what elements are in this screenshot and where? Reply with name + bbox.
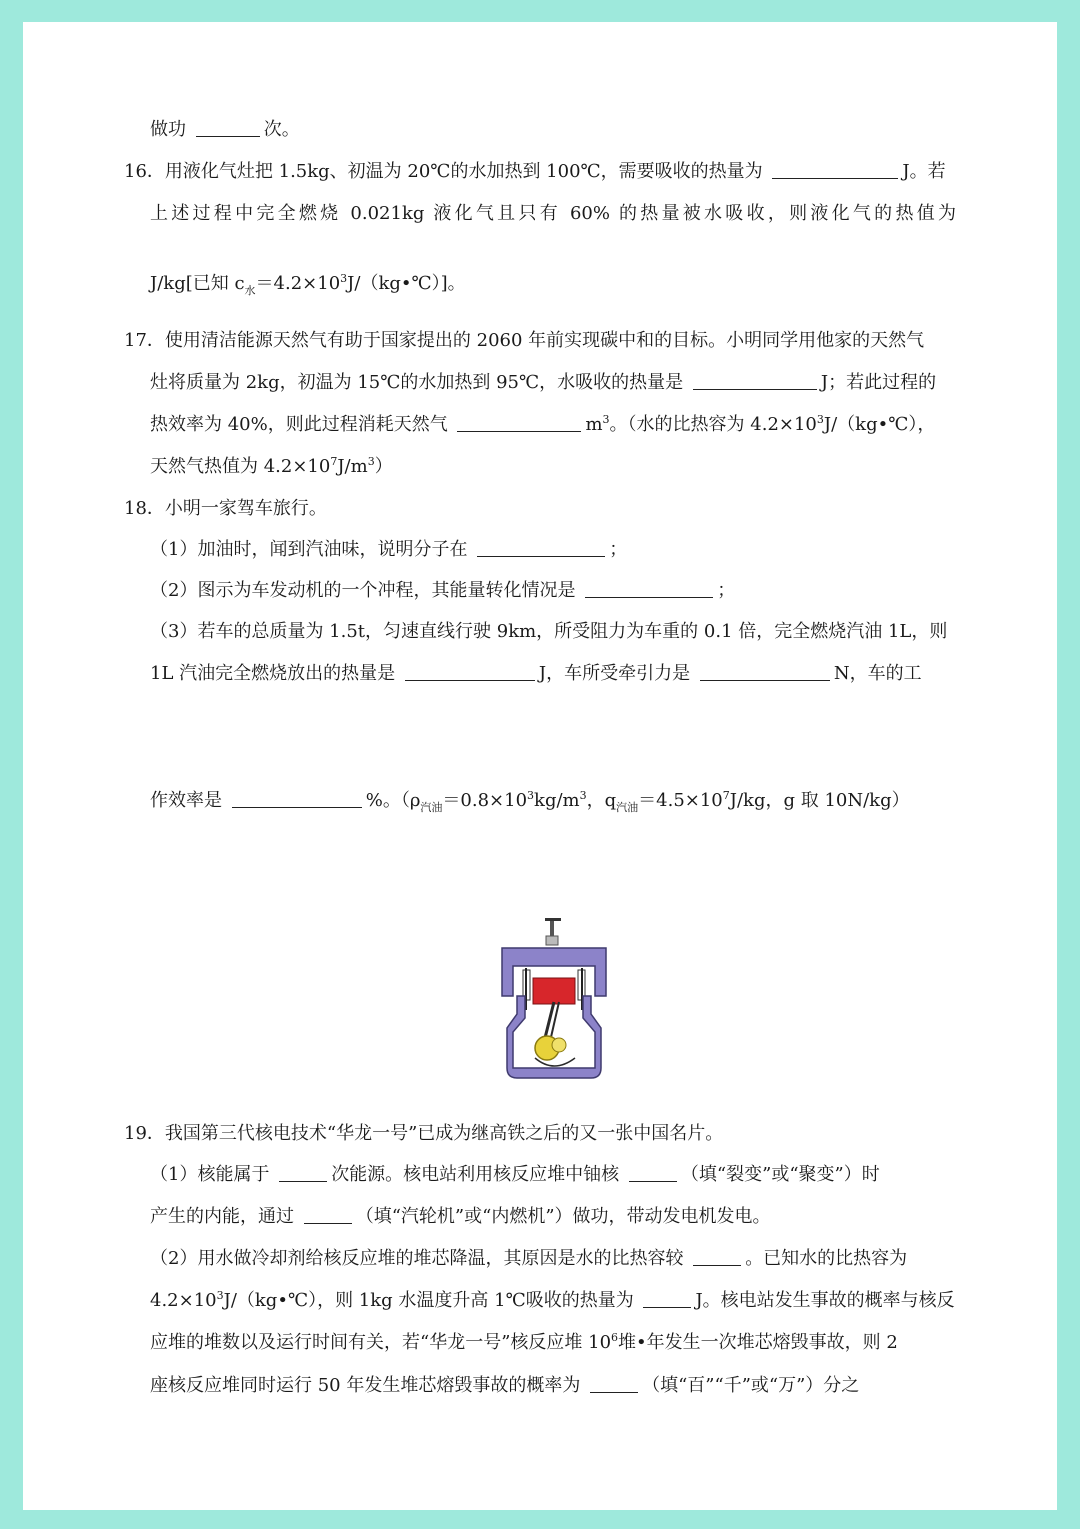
q19-part4	[150, 1287, 1057, 1315]
q18-part2	[150, 577, 1057, 605]
q18-part4	[150, 660, 1057, 688]
q19-part6	[150, 1372, 1057, 1400]
q17-blank-2[interactable]	[457, 413, 581, 432]
q17-text-3d: J/（kg•℃），	[823, 414, 936, 435]
q17-text-3b: m	[585, 414, 603, 435]
q19-part3	[150, 1245, 1057, 1273]
q19-part2	[150, 1203, 1057, 1231]
q18-text-1b: ；	[609, 539, 628, 560]
q19-text-4b: J/（kg•℃），则 1kg 水温度升高 1℃吸收的热量为	[223, 1290, 634, 1311]
q17-line2	[150, 369, 1057, 397]
q19-text-3b: 。已知水的比热容为	[745, 1248, 908, 1269]
q17-line1	[124, 327, 1057, 355]
q16-text-3b: ＝4.2×10	[255, 273, 341, 294]
q18-blank-4[interactable]	[700, 662, 830, 681]
q15-text-b: 次。	[263, 119, 300, 140]
q19-blank-5[interactable]	[643, 1289, 691, 1308]
q16-text-3c: J/（kg•℃）]。	[347, 273, 466, 294]
q18-text-5c: ＝0.8×10	[442, 790, 528, 811]
q16-blank-1[interactable]	[772, 160, 898, 179]
q17-text-3c: 。（水的比热容为 4.2×10	[609, 414, 817, 435]
piston	[533, 978, 575, 1004]
q16-sub-water: 水	[244, 284, 256, 297]
q19-sup-2: 6	[611, 1331, 619, 1344]
q19-blank-1[interactable]	[279, 1163, 327, 1182]
q18-number: 18．	[124, 498, 165, 519]
engine-stroke-diagram-icon	[499, 918, 609, 1080]
q18-part1	[150, 536, 1057, 564]
q19-line-stem	[124, 1120, 1057, 1148]
q18-sup-3: 7	[722, 789, 730, 802]
q16-sup: 3	[340, 272, 348, 285]
q16-line1	[124, 158, 1057, 186]
q18-text-1a: （1）加油时，闻到汽油味，说明分子在	[150, 539, 468, 560]
crank-counterweight	[552, 1038, 566, 1052]
q17-text-1: 使用清洁能源天然气有助于国家提出的 2060 年前实现碳中和的目标。小明同学用他家的天然气	[164, 330, 925, 351]
q18-stem: 小明一家驾车旅行。	[164, 498, 327, 519]
q17-text-2b: J；若此过程的	[820, 372, 937, 393]
q18-text-5d: kg/m	[534, 790, 580, 811]
q18-blank-3[interactable]	[405, 662, 535, 681]
q18-sub-2: 汽油	[616, 801, 639, 814]
q19-number: 19．	[124, 1123, 165, 1144]
q18-sup-2: 3	[579, 789, 587, 802]
q19-stem: 我国第三代核电技术“华龙一号”已成为继高铁之后的又一张中国名片。	[164, 1123, 724, 1144]
q18-blank-2[interactable]	[585, 579, 713, 598]
q16-line3	[150, 270, 1057, 298]
q16-text-1a: 用液化气灶把 1.5kg、初温为 20℃的水加热到 100℃，需要吸收的热量为	[164, 161, 763, 182]
q19-text-5a: 应堆的堆数以及运行时间有关，若“华龙一号”核反应堆 10	[150, 1332, 612, 1353]
q18-text-4b: J，车所受牵引力是	[538, 663, 691, 684]
q18-text-4c: N，车的工	[833, 663, 922, 684]
q18-sup-1: 3	[527, 789, 535, 802]
q18-text-3: （3）若车的总质量为 1.5t，匀速直线行驶 9km，所受阻力为车重的 0.1 倍，完全燃烧汽油 1L，则	[150, 621, 948, 642]
q19-text-1a: （1）核能属于	[150, 1164, 270, 1185]
q16-text-3a: J/kg[已知 c	[150, 273, 245, 294]
q17-text-3a: 热效率为 40%，则此过程消耗天然气	[150, 414, 448, 435]
q17-blank-1[interactable]	[693, 371, 817, 390]
q17-text-4a: 天然气热值为 4.2×10	[150, 456, 331, 477]
q19-part5	[150, 1329, 1057, 1357]
q18-text-5e: ，q	[586, 790, 617, 811]
q17-number: 17．	[124, 330, 165, 351]
q19-blank-2[interactable]	[629, 1163, 677, 1182]
q17-sup-4: 3	[367, 455, 375, 468]
q15-blank[interactable]	[196, 118, 260, 137]
q17-sup-1: 3	[602, 413, 610, 426]
q18-text-2b: ；	[717, 580, 736, 601]
q18-sub-1: 汽油	[420, 801, 443, 814]
q19-text-2b: （填“汽轮机”或“内燃机”）做功，带动发电机发电。	[355, 1206, 771, 1227]
q19-text-1c: （填“裂变”或“聚变”）时	[680, 1164, 880, 1185]
q19-text-5b: 堆•年发生一次堆芯熔毁事故，则 2	[618, 1332, 898, 1353]
q18-text-5b: %。（ρ	[365, 790, 421, 811]
q18-text-5a: 作效率是	[150, 790, 222, 811]
q17-line3	[150, 411, 1057, 439]
q17-text-4b: J/m	[337, 456, 368, 477]
spark-plug-top	[545, 918, 561, 921]
q15-text-a: 做功	[150, 119, 186, 140]
q18-text-5f: ＝4.5×10	[638, 790, 723, 811]
q17-text-2a: 灶将质量为 2kg，初温为 15℃的水加热到 95℃，水吸收的热量是	[150, 372, 684, 393]
q18-text-4a: 1L 汽油完全燃烧放出的热量是	[150, 663, 396, 684]
q17-text-4c: ）	[374, 456, 393, 477]
q19-text-4a: 4.2×10	[150, 1290, 217, 1311]
q18-text-5g: J/kg，g 取 10N/kg）	[729, 790, 910, 811]
q16-text-2: 上述过程中完全燃烧 0.021kg 液化气且只有 60% 的热量被水吸收，则液化气的热值为	[150, 203, 956, 224]
q19-part1	[150, 1161, 1057, 1189]
q18-blank-5[interactable]	[232, 789, 362, 808]
q19-text-1b: 次能源。核电站利用核反应堆中铀核	[331, 1164, 620, 1185]
q17-sup-2: 3	[816, 413, 824, 426]
spark-plug-body	[546, 936, 558, 945]
q19-text-6b: （填“百”“千”或“万”）分之	[642, 1375, 860, 1396]
q17-sup-3: 7	[330, 455, 338, 468]
q18-blank-1[interactable]	[477, 538, 605, 557]
q19-sup-1: 3	[216, 1289, 224, 1302]
q16-line2	[150, 200, 956, 228]
q19-text-2a: 产生的内能，通过	[150, 1206, 294, 1227]
q18-part5	[150, 787, 1057, 815]
q19-blank-3[interactable]	[304, 1205, 352, 1224]
q16-text-1b: J。若	[902, 161, 946, 182]
q19-text-3a: （2）用水做冷却剂给核反应堆的堆芯降温，其原因是水的比热容较	[150, 1248, 684, 1269]
q19-blank-4[interactable]	[693, 1247, 741, 1266]
engine-svg	[499, 918, 609, 1080]
q19-text-4c: J。核电站发生事故的概率与核反	[695, 1290, 955, 1311]
exam-page	[23, 22, 1057, 1510]
q18-part3	[150, 618, 1057, 646]
q15-tail	[150, 116, 1057, 144]
q19-text-6a: 座核反应堆同时运行 50 年发生堆芯熔毁事故的概率为	[150, 1375, 581, 1396]
q16-number: 16．	[124, 161, 165, 182]
q17-line4	[150, 453, 1057, 481]
q18-text-2a: （2）图示为车发动机的一个冲程，其能量转化情况是	[150, 580, 576, 601]
q19-blank-6[interactable]	[590, 1374, 638, 1393]
q18-line-stem	[124, 495, 1057, 523]
